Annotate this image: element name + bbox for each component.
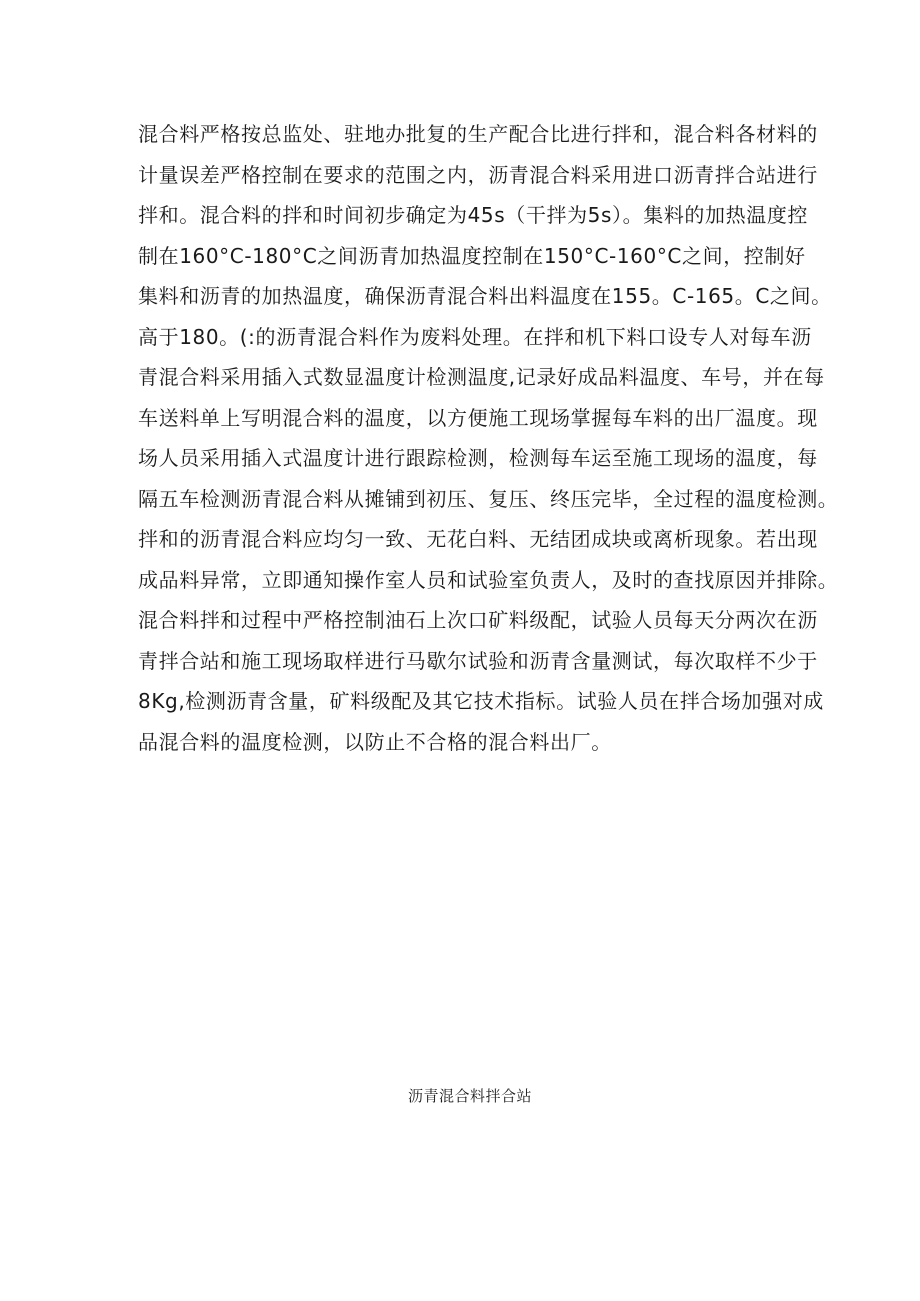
paragraph-line: 混合料拌和过程中严格控制油石上次口矿料级配，试验人员每天分两次在沥 [138,608,818,632]
paragraph-line: 制在160°C-180°C之间沥青加热温度控制在150°C-160°C之间，控制好 [138,243,806,268]
paragraph-line: 拌和。混合料的拌和时间初步确定为45s（干拌为5s）。集料的加热温度控 [138,203,809,227]
paragraph-line: 品混合料的温度检测，以防止不合格的混合料出厂。 [138,729,612,754]
paragraph-line: 青混合料采用插入式数显温度计检测温度,记录好成品料温度、车号，并在每 [138,365,825,389]
paragraph-line: 集料和沥青的加热温度，确保沥青混合料出料温度在155。C-165。C之间。 [138,284,832,308]
paragraph-line: 场人员采用插入式温度计进行跟踪检测，检测每车运至施工现场的温度，每 [138,446,818,470]
paragraph-line: 青拌合站和施工现场取样进行马歇尔试验和沥青含量测试，每次取样不少于 [138,648,818,673]
body-paragraph [138,114,839,762]
paragraph-line: 成品料异常，立即通知操作室人员和试验室负责人，及时的查找原因并排除。 [138,567,839,592]
paragraph-line: 高于180。(:的沥青混合料作为废料处理。在拌和机下料口设专人对每车沥 [138,324,812,349]
paragraph-line: 混合料严格按总监处、驻地办批复的生产配合比进行拌和，混合料各材料的 [138,122,818,146]
paragraph-line: 8Kg,检测沥青含量，矿料级配及其它技术指标。试验人员在拌合场加强对成 [138,689,824,713]
paragraph-line: 计量误差严格控制在要求的范围之内，沥青混合料采用进口沥青拌合站进行 [138,162,818,187]
paragraph-line: 隔五车检测沥青混合料从摊铺到初压、复压、终压完毕，全过程的温度检测。 [138,486,839,511]
figure-caption: 沥青混合料拌合站 [407,1087,532,1105]
paragraph-line: 拌和的沥青混合料应均匀一致、无花白料、无结团成块或离析现象。若出现 [138,527,818,551]
paragraph-line: 车送料单上写明混合料的温度，以方便施工现场掌握每车料的出厂温度。现 [138,405,818,430]
